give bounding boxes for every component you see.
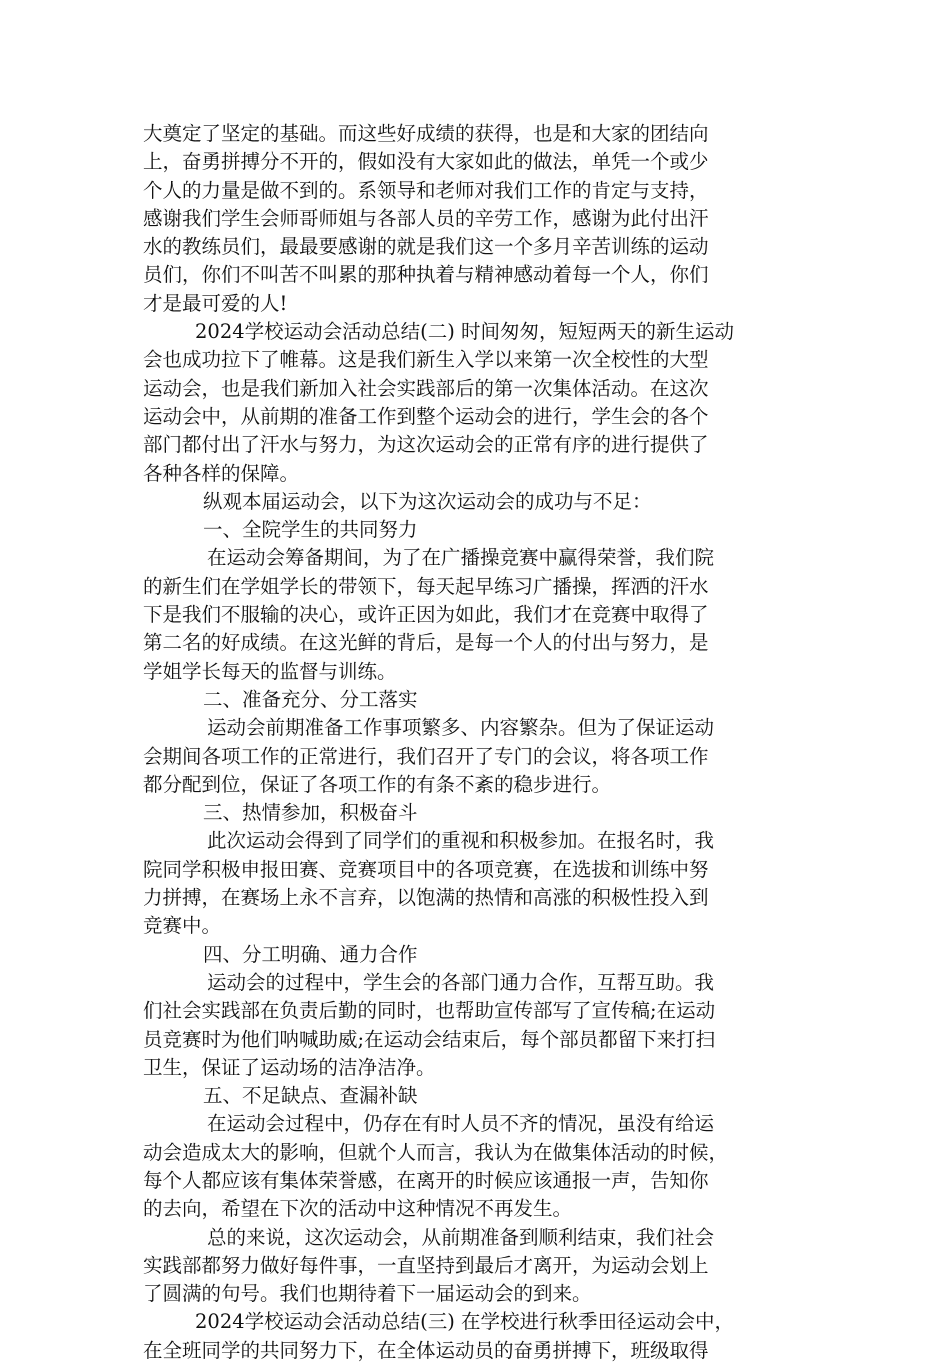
text-line: 部门都付出了汗水与努力，为这次运动会的正常有序的进行提供了 (143, 433, 709, 457)
text-line: 才是最可爱的人! (143, 291, 288, 315)
text-line: 下是我们不服输的决心，或许正因为如此，我们才在竞赛中取得了 (143, 603, 709, 627)
text-line: 院同学积极申报田赛、竞赛项目中的各项竞赛，在选拔和训练中努 (143, 857, 709, 881)
text-line: 运动会，也是我们新加入社会实践部后的第一次集体活动。在这次 (143, 376, 709, 400)
text-line: 会也成功拉下了帷幕。这是我们新生入学以来第一次全校性的大型 (143, 348, 709, 372)
text-line: 员竞赛时为他们呐喊助威;在运动会结束后，每个部员都留下来打扫 (143, 1027, 716, 1051)
text-line: 在运动会筹备期间，为了在广播操竞赛中赢得荣誉，我们院 (207, 546, 715, 570)
text-line: 个人的力量是做不到的。系领导和老师对我们工作的肯定与支持， (143, 178, 709, 202)
text-line: 卫生，保证了运动场的洁净洁净。 (143, 1055, 436, 1079)
text-line: 动会造成太大的影响，但就个人而言，我认为在做集体活动的时候， (143, 1140, 729, 1164)
text-line: 会期间各项工作的正常进行，我们召开了专门的会议，将各项工作 (143, 744, 709, 768)
text-line: 五、不足缺点、查漏补缺 (203, 1084, 418, 1108)
text-line: 在全班同学的共同努力下，在全体运动员的奋勇拼搏下，班级取得 (143, 1338, 709, 1362)
text-line: 总的来说，这次运动会，从前期准备到顺利结束，我们社会 (207, 1225, 715, 1249)
text-line: 此次运动会得到了同学们的重视和积极参加。在报名时，我 (207, 829, 715, 853)
text-line: 大奠定了坚定的基础。而这些好成绩的获得，也是和大家的团结向 (143, 122, 709, 145)
text-line: 二、准备充分、分工落实 (203, 687, 418, 711)
text-line: 2024学校运动会活动总结(三) 在学校进行秋季田径运动会中， (195, 1310, 735, 1334)
text-line: 纵观本届运动会，以下为这次运动会的成功与不足： (203, 489, 652, 513)
text-line: 运动会的过程中，学生会的各部门通力合作，互帮互助。我 (207, 970, 715, 994)
text-line: 学姐学长每天的监督与训练。 (143, 659, 397, 683)
text-line: 三、热情参加，积极奋斗 (203, 801, 418, 825)
text-line: 实践部都努力做好每件事，一直坚持到最后才离开，为运动会划上 (143, 1253, 709, 1277)
text-line: 在运动会过程中，仍存在有时人员不齐的情况，虽没有给运 (207, 1112, 715, 1136)
text-line: 上，奋勇拼搏分不开的，假如没有大家如此的做法，单凭一个或少 (143, 150, 709, 174)
text-line: 了圆满的句号。我们也期待着下一届运动会的到来。 (143, 1282, 592, 1306)
text-line: 们社会实践部在负责后勤的同时，也帮助宣传部写了宣传稿;在运动 (143, 999, 716, 1023)
text-line: 水的教练员们，最最要感谢的就是我们这一个多月辛苦训练的运动 (143, 235, 709, 259)
text-line: 各种各样的保障。 (143, 461, 300, 485)
document-body (143, 120, 823, 1365)
text-line: 的新生们在学姐学长的带领下，每天起早练习广播操，挥洒的汗水 (143, 574, 709, 598)
text-line: 第二名的好成绩。在这光鲜的背后，是每一个人的付出与努力，是 (143, 631, 709, 655)
text-line: 一、全院学生的共同努力 (203, 518, 418, 542)
text-line: 的去向，希望在下次的活动中这种情况不再发生。 (143, 1197, 573, 1221)
text-line: 竞赛中。 (143, 914, 222, 938)
text-line: 2024学校运动会活动总结(二) 时间匆匆，短短两天的新生运动 (195, 320, 735, 344)
text-line: 力拼搏，在赛场上永不言弃，以饱满的热情和高涨的积极性投入到 (143, 886, 709, 910)
text-line: 运动会中，从前期的准备工作到整个运动会的进行，学生会的各个 (143, 404, 709, 428)
text-line: 员们，你们不叫苦不叫累的那种执着与精神感动着每一个人，你们 (143, 263, 709, 287)
text-line: 感谢我们学生会师哥师姐与各部人员的辛劳工作，感谢为此付出汗 (143, 206, 709, 230)
text-line: 四、分工明确、通力合作 (203, 942, 418, 966)
text-line: 都分配到位，保证了各项工作的有条不紊的稳步进行。 (143, 772, 612, 796)
text-line: 运动会前期准备工作事项繁多、内容繁杂。但为了保证运动 (207, 716, 715, 740)
text-line: 每个人都应该有集体荣誉感，在离开的时候应该通报一声，告知你 (143, 1168, 709, 1192)
